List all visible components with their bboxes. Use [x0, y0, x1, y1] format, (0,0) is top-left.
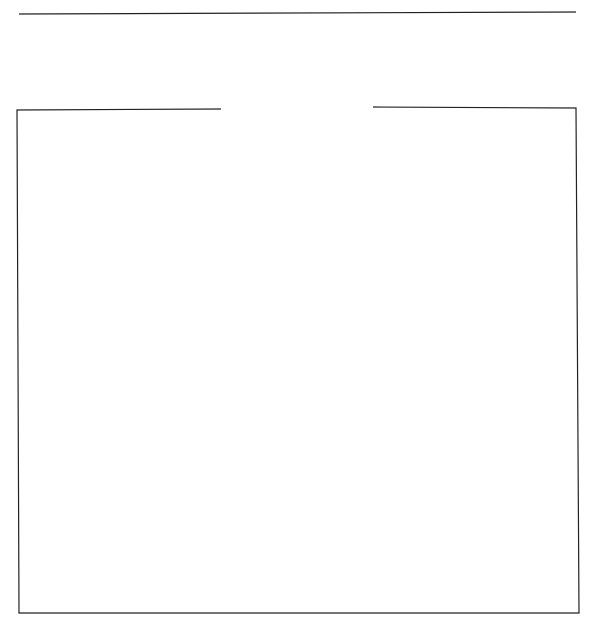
road-edge-line — [19, 12, 576, 14]
lot-boundary — [17, 107, 579, 613]
